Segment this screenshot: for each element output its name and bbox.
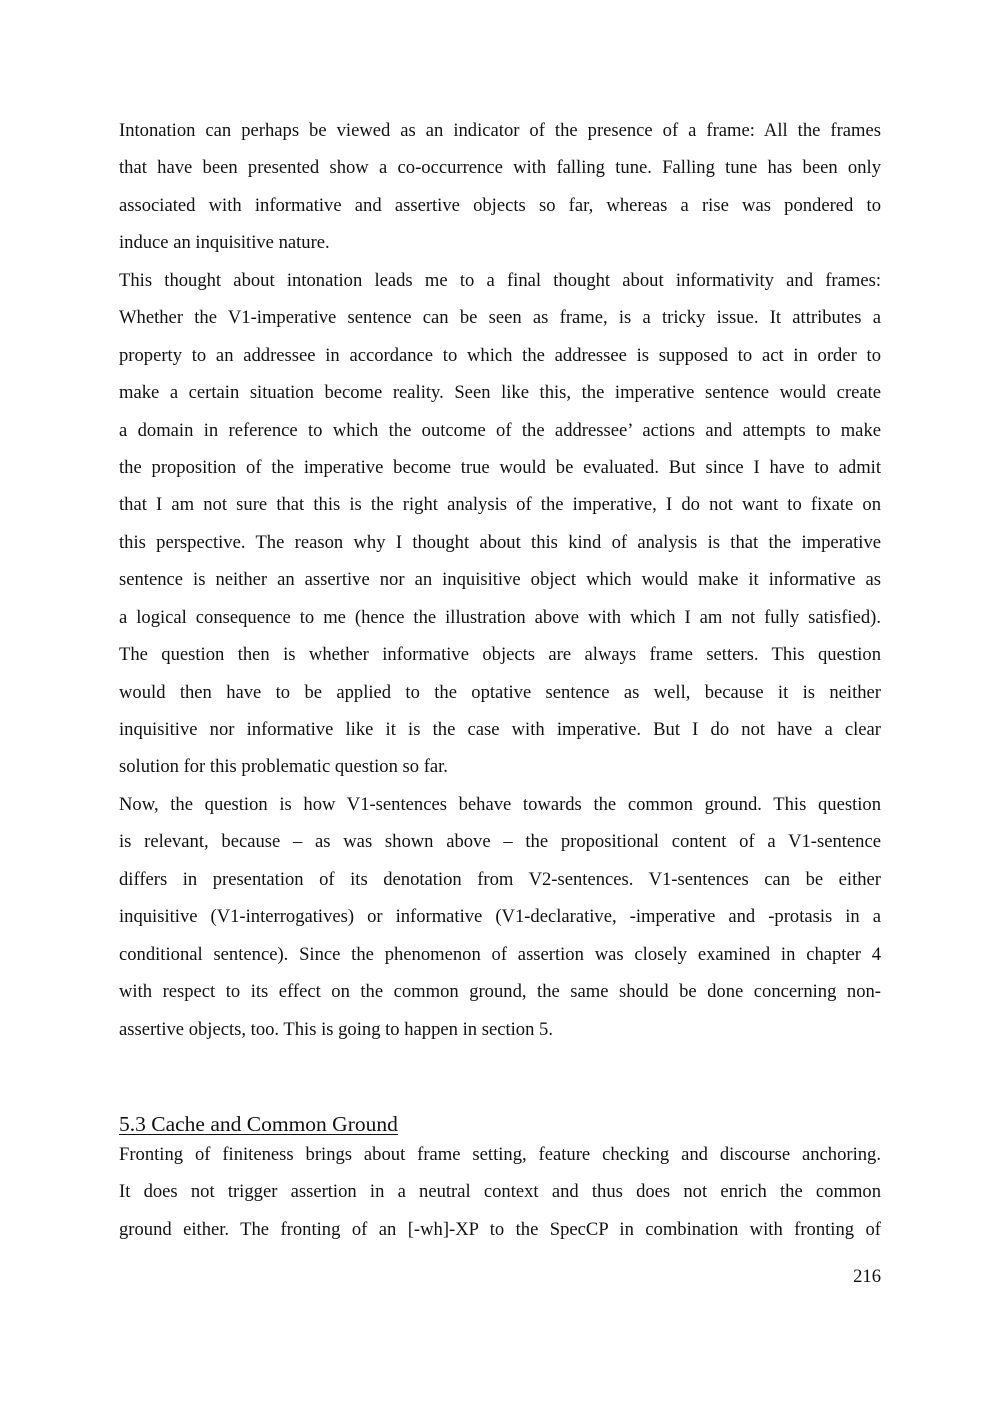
- text-line: conditional sentence). Since the phenomenon of assertion was closely examined in chapter 4: [119, 943, 881, 965]
- text-line: This thought about intonation leads me to a final thought about informativity and frames:: [119, 269, 881, 291]
- text-line: solution for this problematic question so far.: [119, 756, 448, 778]
- paragraph: [119, 786, 881, 1048]
- page-number: 216: [853, 1266, 881, 1287]
- paragraph: [119, 262, 881, 786]
- text-line: ground either. The fronting of an [-wh]-XP to the SpecCP in combination with fronting of: [119, 1218, 881, 1240]
- text-line: Now, the question is how V1-sentences behave towards the common ground. This question: [119, 793, 881, 815]
- text-line: The question then is whether informative objects are always frame setters. This question: [119, 644, 881, 666]
- body-text-top: [119, 112, 881, 1048]
- text-line: associated with informative and assertive objects so far, whereas a rise was pondered to: [119, 194, 881, 216]
- text-line: with respect to its effect on the common ground, the same should be done concerning non-: [119, 981, 881, 1003]
- text-line: property to an addressee in accordance to which the addressee is supposed to act in order to: [119, 344, 881, 366]
- text-line: assertive objects, too. This is going to happen in section 5.: [119, 1018, 553, 1040]
- text-line: a domain in reference to which the outcome of the addressee’ actions and attempts to make: [119, 419, 881, 441]
- text-line: this perspective. The reason why I thought about this kind of analysis is that the imperative: [119, 531, 881, 553]
- text-line: the proposition of the imperative become true would be evaluated. But since I have to admit: [119, 456, 881, 478]
- text-line: that I am not sure that this is the right analysis of the imperative, I do not want to fixate on: [119, 494, 881, 516]
- text-line: induce an inquisitive nature.: [119, 232, 330, 254]
- section-body-text: [119, 1136, 881, 1248]
- text-line: Fronting of finiteness brings about frame setting, feature checking and discourse anchoring.: [119, 1144, 881, 1165]
- text-line: that have been presented show a co-occurrence with falling tune. Falling tune has been only: [119, 157, 881, 179]
- paragraph: [119, 112, 881, 262]
- text-line: sentence is neither an assertive nor an inquisitive object which would make it informative as: [119, 569, 881, 591]
- text-line: differs in presentation of its denotation from V2-sentences. V1-sentences can be either: [119, 868, 881, 890]
- text-line: make a certain situation become reality. Seen like this, the imperative sentence would create: [119, 382, 881, 404]
- text-line: inquisitive nor informative like it is the case with imperative. But I do not have a clear: [119, 719, 881, 740]
- text-line: is relevant, because – as was shown above – the propositional content of a V1-sentence: [119, 831, 881, 853]
- text-line: Whether the V1-imperative sentence can be seen as frame, is a tricky issue. It attributes a: [119, 307, 881, 329]
- text-line: a logical consequence to me (hence the illustration above with which I am not fully satisfied).: [119, 606, 881, 628]
- text-line: It does not trigger assertion in a neutral context and thus does not enrich the common: [119, 1181, 881, 1203]
- section-heading: 5.3 Cache and Common Ground: [119, 1112, 398, 1136]
- text-line: would then have to be applied to the optative sentence as well, because it is neither: [119, 681, 881, 703]
- text-line: Intonation can perhaps be viewed as an indicator of the presence of a frame: All the frames: [119, 120, 881, 141]
- text-line: inquisitive (V1-interrogatives) or informative (V1-declarative, -imperative and -protasis in a: [119, 906, 881, 928]
